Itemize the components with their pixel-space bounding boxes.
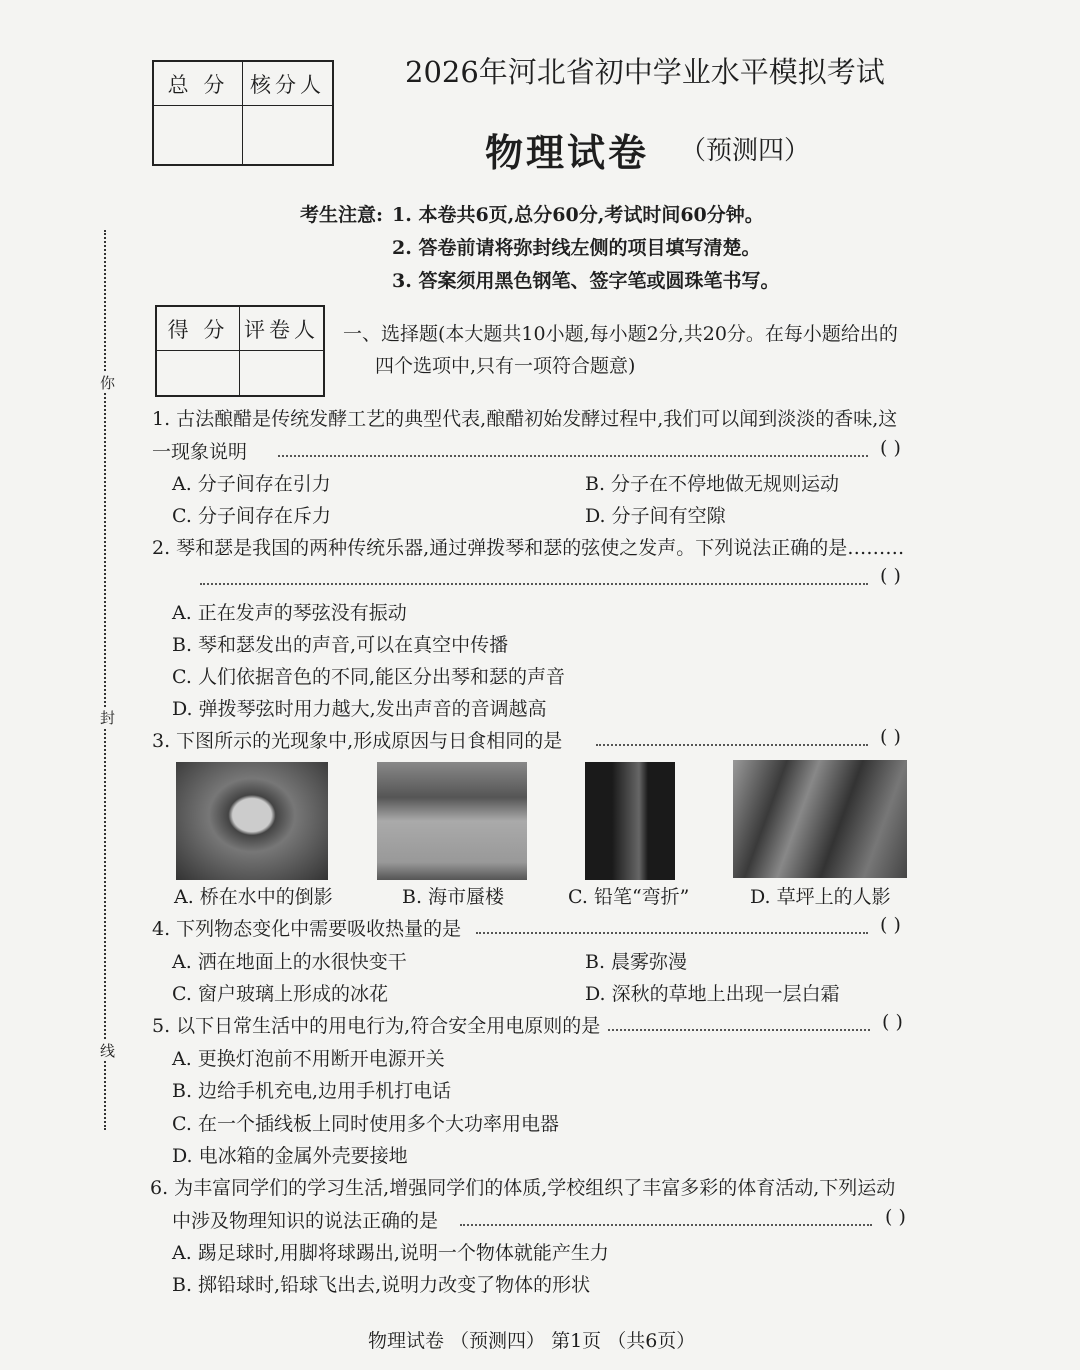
answer-blank[interactable]: ( ) — [882, 1011, 903, 1033]
image-caption: D. 草坪上的人影 — [750, 886, 891, 908]
question-6-text-cont: 中涉及物理知识的说法正确的是 — [172, 1210, 439, 1232]
option: D. 电冰箱的金属外壳要接地 — [172, 1145, 408, 1167]
shadow-image — [733, 760, 907, 878]
option: C. 在一个插线板上同时使用多个大功率用电器 — [172, 1113, 559, 1135]
score-header-total: 总 分 — [154, 62, 243, 106]
option: D. 分子间有空隙 — [585, 505, 726, 527]
question-1-text-cont: 一现象说明 — [152, 441, 248, 463]
grader-header-grader: 评卷人 — [240, 307, 323, 351]
option: B. 边给手机充电,边用手机打电话 — [172, 1080, 452, 1102]
leader-dots — [596, 744, 868, 746]
seal-line — [104, 230, 106, 1130]
grader-cell-score[interactable] — [157, 351, 240, 395]
section-heading: 一、选择题(本大题共10小题,每小题2分,共20分。在每小题给出的 — [343, 323, 898, 345]
option: A. 更换灯泡前不用断开电源开关 — [172, 1048, 445, 1070]
leader-dots — [278, 455, 868, 457]
option: A. 踢足球时,用脚将球踢出,说明一个物体就能产生力 — [172, 1242, 609, 1264]
answer-blank[interactable]: ( ) — [880, 914, 901, 936]
option: A. 洒在地面上的水很快变干 — [172, 951, 407, 973]
notice-item: 3. 答案须用黑色钢笔、签字笔或圆珠笔书写。 — [392, 270, 780, 292]
image-caption: C. 铅笔“弯折” — [568, 886, 690, 908]
answer-blank[interactable]: ( ) — [880, 437, 901, 459]
question-1-text: 1. 古法酿醋是传统发酵工艺的典型代表,酿醋初始发酵过程中,我们可以闻到淡淡的香味,这 — [152, 408, 898, 430]
bridge-reflection-image — [176, 762, 328, 880]
answer-blank[interactable]: ( ) — [880, 726, 901, 748]
option: C. 窗户玻璃上形成的冰花 — [172, 983, 388, 1005]
option: D. 深秋的草地上出现一层白霜 — [585, 983, 840, 1005]
leader-dots — [460, 1224, 872, 1226]
option: B. 琴和瑟发出的声音,可以在真空中传播 — [172, 634, 509, 656]
option: A. 正在发声的琴弦没有振动 — [172, 602, 407, 624]
notice-item: 1. 本卷共6页,总分60分,考试时间60分钟。 — [392, 204, 764, 226]
option: B. 分子在不停地做无规则运动 — [585, 473, 840, 495]
image-caption: A. 桥在水中的倒影 — [174, 886, 333, 908]
grader-header-score: 得 分 — [157, 307, 240, 351]
image-caption: B. 海市蜃楼 — [402, 886, 505, 908]
score-header-checker: 核分人 — [243, 62, 332, 106]
option: B. 掷铅球时,铅球飞出去,说明力改变了物体的形状 — [172, 1274, 591, 1296]
score-cell-total[interactable] — [154, 106, 243, 164]
option: B. 晨雾弥漫 — [585, 951, 688, 973]
leader-dots — [608, 1029, 870, 1031]
question-6-text: 6. 为丰富同学们的学习生活,增强同学们的体质,学校组织了丰富多彩的体育活动,下列运动 — [150, 1177, 896, 1199]
grader-cell-grader[interactable] — [240, 351, 323, 395]
paper-subtitle: 物理试卷 — [485, 130, 650, 175]
grader-box — [155, 305, 325, 397]
notice-label: 考生注意: — [300, 204, 384, 226]
option: C. 人们依据音色的不同,能区分出琴和瑟的声音 — [172, 666, 565, 688]
question-2-text: 2. 琴和瑟是我国的两种传统乐器,通过弹拨琴和瑟的弦使之发声。下列说法正确的是……… — [152, 537, 905, 559]
leader-dots — [476, 932, 868, 934]
option: A. 分子间存在引力 — [172, 473, 331, 495]
seal-char: 你 — [100, 374, 116, 392]
option: D. 弹拨琴弦时用力越大,发出声音的音调越高 — [172, 698, 547, 720]
answer-blank[interactable]: ( ) — [885, 1206, 906, 1228]
option: C. 分子间存在斥力 — [172, 505, 331, 527]
answer-blank[interactable]: ( ) — [880, 565, 901, 587]
seal-char: 封 — [100, 709, 116, 727]
paper-tag: （预测四） — [680, 136, 811, 166]
question-4-text: 4. 下列物态变化中需要吸收热量的是 — [152, 918, 462, 940]
page-footer: 物理试卷 （预测四） 第1页 （共6页） — [368, 1330, 696, 1352]
mirage-image — [377, 762, 527, 880]
seal-char: 线 — [100, 1042, 116, 1060]
notice-item: 2. 答卷前请将弥封线左侧的项目填写清楚。 — [392, 237, 761, 259]
score-cell-checker[interactable] — [243, 106, 332, 164]
bent-pencil-image — [585, 762, 675, 880]
leader-dots — [200, 583, 868, 585]
score-box — [152, 60, 334, 166]
question-5-text: 5. 以下日常生活中的用电行为,符合安全用电原则的是 — [152, 1015, 601, 1037]
exam-title: 2026年河北省初中学业水平模拟考试 — [405, 55, 885, 89]
section-heading-cont: 四个选项中,只有一项符合题意) — [375, 355, 636, 377]
question-3-text: 3. 下图所示的光现象中,形成原因与日食相同的是 — [152, 730, 563, 752]
